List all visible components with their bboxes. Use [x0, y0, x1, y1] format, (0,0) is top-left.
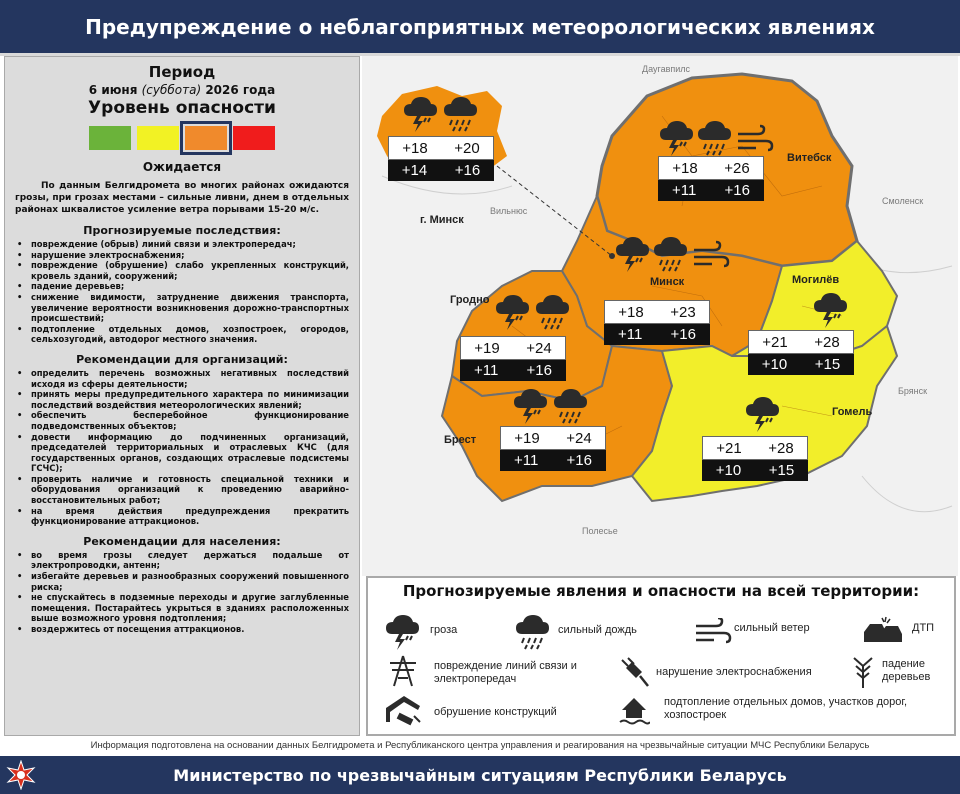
- day-temp-min: +18: [672, 159, 698, 177]
- thunderstorm-rain-icon: [494, 292, 574, 332]
- level-red: [233, 126, 275, 150]
- pop-recs-list: [15, 550, 349, 635]
- danger-level-title: Уровень опасности: [88, 98, 276, 118]
- warning-map: [362, 56, 958, 576]
- day-temp-max: +24: [566, 429, 592, 447]
- day-temp-min: +19: [474, 339, 500, 357]
- org-recs-list: [15, 368, 349, 527]
- list-item: • принять меры предупредительного характера по минимизации последствий воздействия метеорологических явлений;: [15, 389, 349, 410]
- list-item: • нарушение электроснабжения;: [15, 250, 349, 261]
- day-temp-max: +24: [526, 339, 552, 357]
- night-temp-max: +16: [724, 182, 750, 199]
- collapse-icon: [384, 694, 424, 726]
- list-item: • избегайте деревьев и разнообразных сооружений повышенного риска;: [15, 571, 349, 592]
- legend-trees-2: деревьев: [882, 671, 931, 683]
- level-orange: [185, 126, 227, 150]
- night-temp-max: +16: [566, 452, 592, 469]
- night-temp-max: +15: [814, 356, 841, 373]
- day-temp-max: +28: [814, 333, 840, 351]
- power-line-icon: [386, 654, 420, 688]
- day-temp-max: +26: [724, 159, 750, 177]
- list-item: • на время действия предупреждения прекратить функционирование аттракционов.: [15, 506, 349, 527]
- day-temp-min: +19: [514, 429, 540, 447]
- city-gomel: Гомель: [832, 406, 873, 418]
- thunderstorm-rain-wind-icon: [614, 234, 734, 274]
- list-item: • обеспечить бесперебойное функционирование подведомственных объектов;: [15, 410, 349, 431]
- legend-thunder: гроза: [430, 624, 458, 636]
- temp-box-grodno: [460, 336, 566, 381]
- thunderstorm-rain-icon: [402, 94, 482, 134]
- list-item: • падение деревьев;: [15, 281, 349, 292]
- day-temp-min: +21: [762, 333, 788, 351]
- legend-flood-1: подтопление отдельных домов, участков дорог,: [664, 696, 908, 708]
- list-item: • проверить наличие и готовность специальной техники и оборудования организаций к проведению аварийно-восстановительных работ;: [15, 474, 349, 506]
- thunderstorm-icon: [744, 394, 784, 434]
- night-temp-max: +16: [526, 362, 552, 379]
- city-grodno: Гродно: [450, 294, 490, 306]
- list-item: • во время грозы следует держаться подальше от электропроводки, антенн;: [15, 550, 349, 571]
- legend-flood-2: хозпостроек: [664, 709, 727, 721]
- heavy-rain-icon: [514, 612, 554, 652]
- thunderstorm-icon: [812, 290, 852, 330]
- night-temp-min: +11: [672, 182, 697, 199]
- temp-box-minsk: [604, 300, 710, 345]
- night-temp-min: +11: [514, 452, 539, 469]
- night-temp-min: +10: [715, 462, 742, 479]
- legend-lines-1: повреждение линий связи и: [434, 660, 577, 672]
- map-label: Полесье: [582, 526, 618, 536]
- day-temp-max: +20: [454, 139, 480, 157]
- temp-box-minsk-city: [388, 136, 494, 181]
- header-bar: [0, 0, 960, 56]
- fallen-tree-icon: [848, 654, 878, 688]
- period-date-start: 6 июня: [88, 83, 142, 97]
- day-temp-min: +18: [402, 139, 428, 157]
- level-green: [89, 126, 131, 150]
- thunderstorm-rain-icon: [512, 386, 592, 426]
- legend-collapse: обрушение конструкций: [434, 706, 557, 718]
- period-date: [15, 83, 349, 97]
- night-temp-max: +15: [768, 462, 795, 479]
- temp-box-gomel: [702, 436, 808, 481]
- pop-recs-title: Рекомендации для населения:: [83, 534, 281, 548]
- list-item: • определить перечень возможных негативных последствий исходя из сферы деятельности;: [15, 368, 349, 389]
- list-item: • воздержитесь от посещения аттракционов.: [15, 624, 349, 635]
- period-title: Период: [148, 63, 216, 81]
- temp-box-mogilev: [748, 330, 854, 375]
- flood-icon: [618, 694, 650, 726]
- list-item: • довести информацию до подчиненных организаций, председателей территориальных и отраслевых КЧС (для государственных органов, создающих отраслевые подсистемы ГСЧС);: [15, 432, 349, 474]
- map-label: Вильнюс: [490, 206, 528, 216]
- hazards-legend: [366, 576, 956, 736]
- expected-text: По данным Белгидромета во многих районах ожидаются грозы, при грозах местами – сильные ливни, днем в отдельных районах шквалистое усиление ветра порывами 15-20 м/с.: [15, 181, 349, 215]
- info-source-line: Информация подготовлена на основании данных Белгидромета и Республиканского центра управления и реагирования на чрезвычайные ситуации МЧС Республики Беларусь: [90, 740, 870, 751]
- legend-power: нарушение электроснабжения: [656, 666, 812, 678]
- org-recs-title: Рекомендации для организаций:: [76, 352, 288, 366]
- night-temp-max: +16: [454, 162, 481, 179]
- mchs-emblem-icon: [6, 760, 36, 790]
- legend-title: Прогнозируемые явления и опасности на всей территории:: [402, 582, 920, 600]
- temp-box-brest: [500, 426, 606, 471]
- city-minsk: Минск: [650, 276, 685, 288]
- map-label: Смоленск: [882, 196, 924, 206]
- list-item: • снижение видимости, затруднение движения транспорта, увеличение вероятности возникновения дорожно-транспортных происшествий;: [15, 292, 349, 324]
- map-label: Даугавпилс: [642, 64, 691, 74]
- consequences-list: [15, 239, 349, 345]
- legend-wind: сильный ветер: [734, 622, 810, 634]
- car-crash-icon: [862, 616, 904, 646]
- night-temp-max: +16: [670, 326, 696, 343]
- list-item: • повреждение (обрушение) слабо укрепленных конструкций, кровель зданий, сооружений;: [15, 260, 349, 281]
- day-temp-max: +28: [768, 439, 794, 457]
- legend-rain: сильный дождь: [558, 624, 637, 636]
- temp-box-vitebsk: [658, 156, 764, 201]
- page-title: Предупреждение о неблагоприятных метеорологических явлениях: [85, 14, 875, 39]
- city-minsk-city: г. Минск: [420, 214, 464, 226]
- night-temp-min: +10: [761, 356, 788, 373]
- danger-level-scale: [15, 126, 349, 150]
- map-label: Брянск: [898, 386, 928, 396]
- list-item: • повреждение (обрыв) линий связи и электропередач;: [15, 239, 349, 250]
- legend-trees-1: падение: [882, 658, 925, 670]
- period-date-end: 2026 года: [201, 83, 276, 97]
- day-temp-min: +18: [618, 303, 644, 321]
- list-item: • подтопление отдельных домов, хозпостроек, огородов, сельхозугодий, автодорог местного значения.: [15, 324, 349, 345]
- expected-title: Ожидается: [142, 160, 222, 174]
- power-plug-icon: [618, 656, 650, 688]
- strong-wind-icon: [694, 618, 734, 646]
- ministry-name: Министерство по чрезвычайным ситуациям Республики Беларусь: [173, 765, 787, 785]
- night-temp-min: +11: [474, 362, 499, 379]
- consequences-title: Прогнозируемые последствия:: [83, 224, 281, 237]
- day-temp-min: +21: [716, 439, 742, 457]
- warning-info-panel: [4, 56, 360, 736]
- city-mogilev: Могилёв: [792, 274, 840, 286]
- footer-bar: [0, 756, 960, 794]
- city-vitebsk: Витебск: [787, 152, 832, 164]
- night-temp-min: +11: [618, 326, 643, 343]
- city-brest: Брест: [444, 434, 477, 446]
- day-temp-max: +23: [670, 303, 696, 321]
- night-temp-min: +14: [401, 162, 428, 179]
- legend-dtp: ДТП: [912, 622, 935, 634]
- thunderstorm-rain-wind-icon: [658, 118, 778, 158]
- thunderstorm-icon: [384, 612, 424, 652]
- legend-lines-2: электропередач: [434, 673, 517, 685]
- level-yellow: [137, 126, 179, 150]
- list-item: • не спускайтесь в подземные переходы и другие заглубленные помещения. Постарайтесь укрыться в зданиях расположенных выше возможного уровня подтопления;: [15, 592, 349, 624]
- period-weekday: (суббота): [141, 83, 202, 97]
